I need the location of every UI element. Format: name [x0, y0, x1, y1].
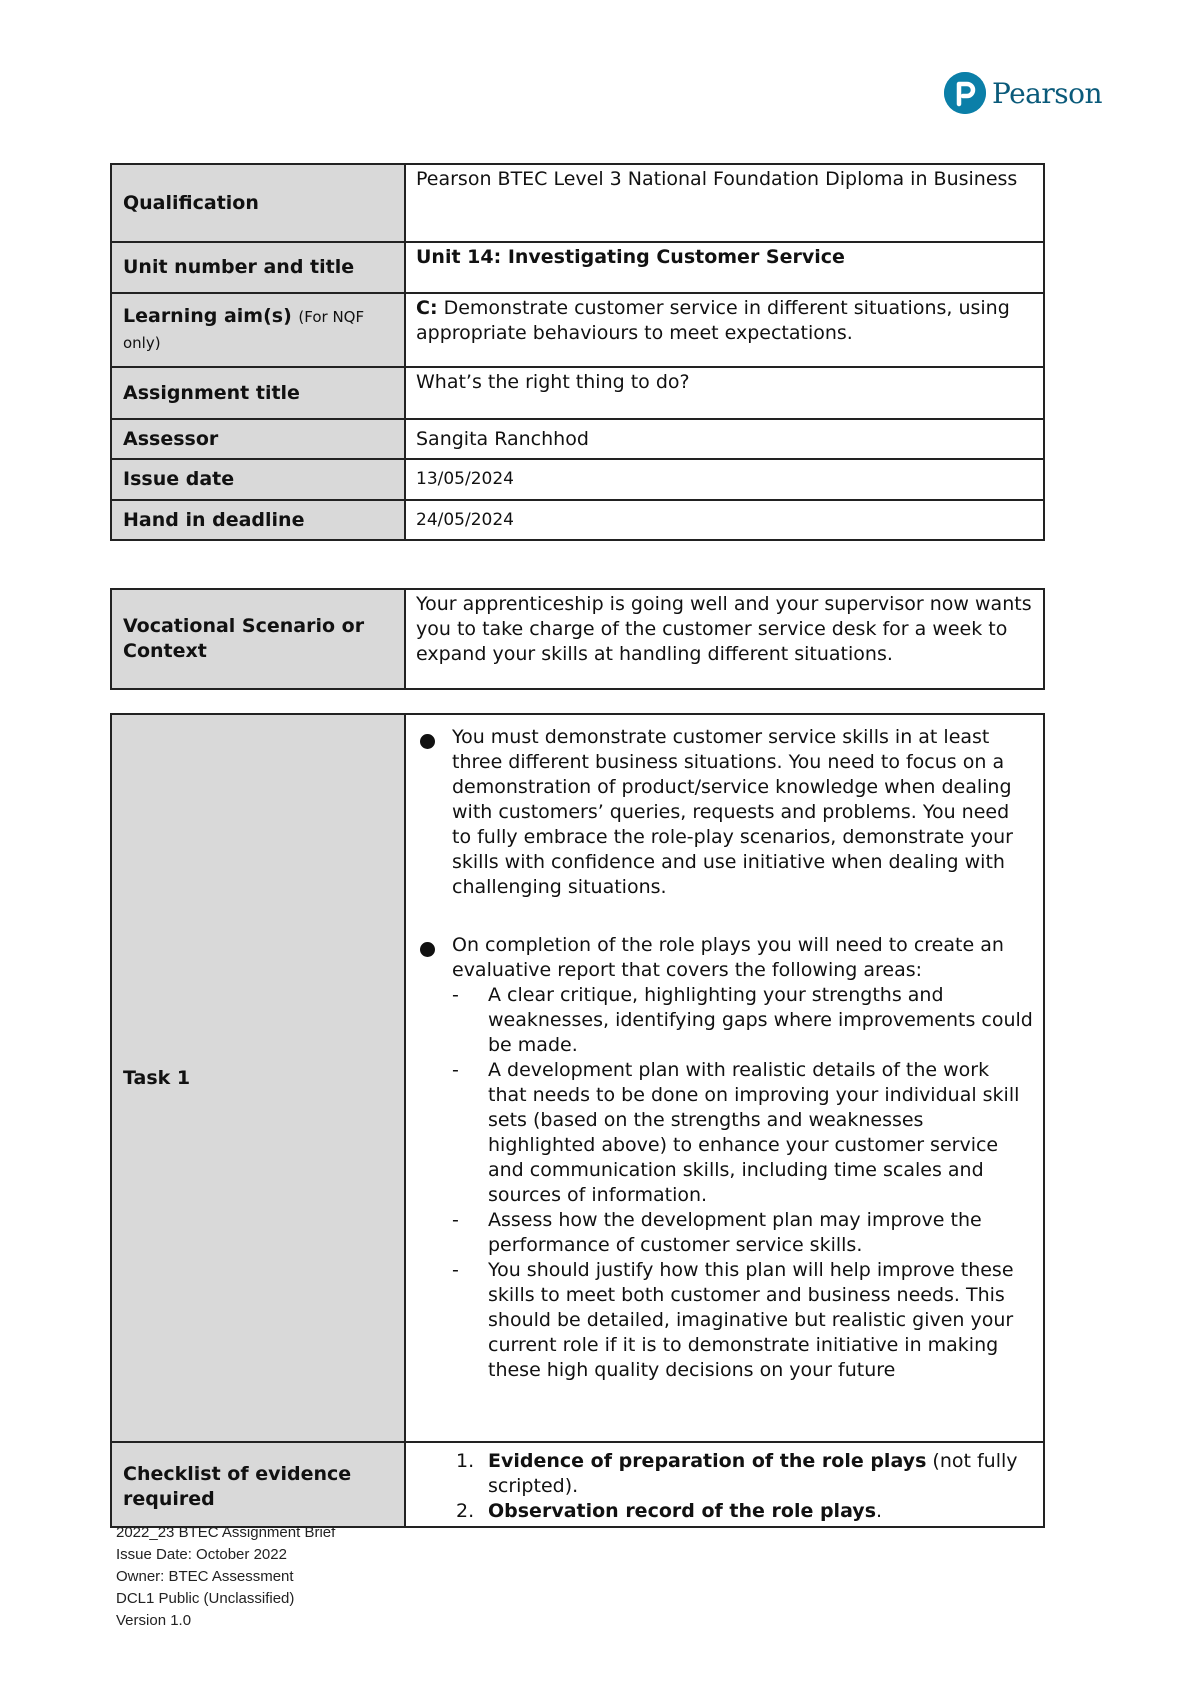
document-footer: [116, 1522, 335, 1632]
pearson-logo: [944, 72, 1102, 114]
report-area-text: Assess how the development plan may improve the performance of customer service skills.: [488, 1209, 982, 1256]
learning-aim-label-note: (For NQF only): [123, 308, 365, 352]
task-bullets: [416, 725, 1033, 1383]
bullet-dot-icon: [420, 942, 435, 957]
learning-aim-label: [111, 293, 405, 367]
learning-aim-text: Demonstrate customer service in different situations, using appropriate behaviours to meet expectations.: [416, 297, 1010, 344]
checklist-label: Checklist of evidence required: [111, 1442, 405, 1527]
report-area-text: A development plan with realistic details of the work that needs to be done on improving your individual skill sets (based on the strengths and weaknesses highlighted above) to enhance your customer service and communication skills, including time scales and sources of information.: [488, 1059, 1020, 1206]
task-label: Task 1: [111, 714, 405, 1442]
issue-date-label: Issue date: [111, 459, 405, 500]
qualification-value: Pearson BTEC Level 3 National Foundation Diploma in Business: [405, 164, 1044, 242]
qualification-label: Qualification: [111, 164, 405, 242]
learning-aim-prefix: C:: [416, 297, 438, 319]
footer-line: DCL1 Public (Unclassified): [116, 1590, 295, 1607]
assignment-title-value: What’s the right thing to do?: [405, 367, 1044, 419]
checklist-number: 1.: [456, 1450, 475, 1472]
footer-line: Owner: BTEC Assessment: [116, 1568, 294, 1585]
footer-line: 2022_23 BTEC Assignment Brief: [116, 1524, 336, 1541]
task-bullet-1: [416, 725, 1033, 900]
assessor-label: Assessor: [111, 419, 405, 459]
footer-line: Version 1.0: [116, 1612, 192, 1629]
task-table: [110, 713, 1045, 1528]
checklist-content: [405, 1442, 1044, 1527]
checklist-number: 2.: [456, 1500, 475, 1522]
checklist-list: [416, 1449, 1033, 1524]
issue-date-value: 13/05/2024: [405, 459, 1044, 500]
report-areas-list: [452, 983, 1033, 1383]
report-area-item: [452, 1208, 1033, 1258]
task-content: [405, 714, 1044, 1442]
checklist-item-1-bold: Evidence of preparation of the role plays: [488, 1450, 927, 1472]
report-area-text: You should justify how this plan will help improve these skills to meet both customer and business needs. This should be detailed, imaginative but realistic given your current role if it is to demonstrate initiative in making these high quality decisions on your future: [488, 1259, 1014, 1381]
bullet-dot-icon: [420, 734, 435, 749]
unit-label: Unit number and title: [111, 242, 405, 293]
dash-marker: -: [452, 1209, 459, 1231]
dash-marker: -: [452, 984, 459, 1006]
logo-text: Pearson: [992, 76, 1102, 110]
report-area-item: [452, 983, 1033, 1058]
report-area-text: A clear critique, highlighting your strengths and weaknesses, identifying gaps where improvements could be made.: [488, 984, 1033, 1056]
scenario-value: Your apprenticeship is going well and your supervisor now wants you to take charge of the customer service desk for a week to expand your skills at handling different situations.: [405, 589, 1044, 689]
report-area-item: [452, 1058, 1033, 1208]
checklist-item-2: [416, 1499, 1033, 1524]
task-bullet-2-text: On completion of the role plays you will need to create an evaluative report that covers the following areas:: [452, 934, 1004, 981]
unit-value: Unit 14: Investigating Customer Service: [405, 242, 1044, 293]
assignment-details-table: [110, 163, 1045, 541]
scenario-table: [110, 588, 1045, 690]
scenario-label: Vocational Scenario or Context: [111, 589, 405, 689]
task-bullet-1-text: You must demonstrate customer service skills in at least three different business situations. You need to focus on a demonstration of product/service knowledge when dealing with customers’ queries, requests and problems. You need to fully embrace the role-play scenarios, demonstrate your skills with confidence and use initiative when dealing with challenging situations.: [452, 726, 1013, 898]
checklist-item-2-rest: .: [876, 1500, 883, 1522]
learning-aim-value: [405, 293, 1044, 367]
checklist-item-2-bold: Observation record of the role plays: [488, 1500, 876, 1522]
pearson-p-icon: [944, 72, 986, 114]
deadline-label: Hand in deadline: [111, 500, 405, 540]
dash-marker: -: [452, 1059, 459, 1081]
learning-aim-label-text: Learning aim(s): [123, 305, 292, 327]
assessor-value: Sangita Ranchhod: [405, 419, 1044, 459]
assignment-title-label: Assignment title: [111, 367, 405, 419]
task-bullet-2: [416, 933, 1033, 1383]
checklist-item-1-rest: (not fully scripted).: [488, 1450, 1018, 1497]
footer-line: Issue Date: October 2022: [116, 1546, 287, 1563]
dash-marker: -: [452, 1259, 459, 1281]
checklist-item-1: [416, 1449, 1033, 1499]
deadline-value: 24/05/2024: [405, 500, 1044, 540]
report-area-item: [452, 1258, 1033, 1383]
